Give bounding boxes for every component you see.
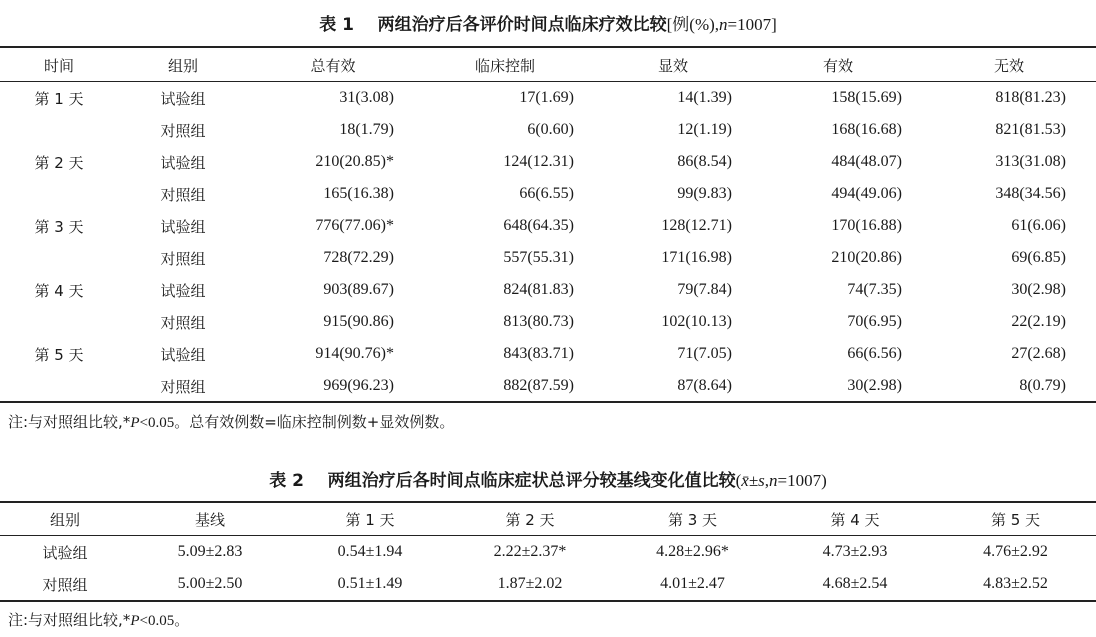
table1-cell-clinical-control: 17(1.69) <box>519 89 574 106</box>
table1-cell-ineffective: 22(2.19) <box>1011 313 1066 330</box>
table1-header-effective: 有效 <box>822 56 853 75</box>
table1-title-unit: [例(%), <box>666 15 720 34</box>
table1-cell-total-effective: 165(16.38) <box>323 185 394 202</box>
table1-label: 表 1 <box>319 15 354 35</box>
table2-header-group: 组别 <box>49 511 80 529</box>
table1-cell-group: 对照组 <box>160 121 206 140</box>
table1-row <box>0 146 1096 178</box>
table2-note-p: P <box>130 613 140 629</box>
table1-header-clinical-control: 临床控制 <box>474 56 535 75</box>
table1-cell-clinical-control: 557(55.31) <box>503 249 574 266</box>
table1-cell-effective: 74(7.35) <box>847 281 902 298</box>
table2-cell-day3: 4.28±2.96* <box>656 543 729 560</box>
table2-header-day5: 第 5 天 <box>990 511 1041 529</box>
table1-cell-group: 试验组 <box>160 153 206 172</box>
table1-cell-effective: 158(15.69) <box>831 89 902 106</box>
table1 <box>0 48 1096 402</box>
table2-header-baseline: 基线 <box>194 511 225 529</box>
table2-title-text: 两组治疗后各时间点临床症状总评分较基线变化值比较 <box>327 471 736 491</box>
table1-cell-ineffective: 30(2.98) <box>1011 281 1066 298</box>
table1-cell-total-effective: 728(72.29) <box>323 249 394 266</box>
table1-cell-marked-effective: 102(10.13) <box>661 313 732 330</box>
table1-cell-effective: 484(48.07) <box>831 153 902 170</box>
table1-cell-group: 试验组 <box>160 89 206 108</box>
table2-cell-day5: 4.76±2.92 <box>983 543 1048 560</box>
table1-cell-effective: 30(2.98) <box>847 377 902 394</box>
table1-header-time: 时间 <box>43 56 74 75</box>
table1-cell-group: 对照组 <box>160 185 206 204</box>
table1-cell-marked-effective: 71(7.05) <box>677 345 732 362</box>
table1-cell-marked-effective: 14(1.39) <box>677 89 732 106</box>
table1-row <box>0 82 1096 114</box>
table1-cell-ineffective: 821(81.53) <box>995 121 1066 138</box>
table1-header-ineffective: 无效 <box>993 56 1024 75</box>
table1-cell-time <box>0 242 118 274</box>
table1-cell-time: 第 3 天 <box>34 217 84 236</box>
table2-note-prefix: 注:与对照组比较,* <box>8 611 131 629</box>
table1-row <box>0 338 1096 370</box>
table2-title-n-var: n <box>769 471 778 490</box>
table1-title-n-var: n <box>719 15 728 34</box>
table1-cell-marked-effective: 79(7.84) <box>677 281 732 298</box>
table1-note-prefix: 注:与对照组比较,* <box>8 413 131 431</box>
table1-cell-marked-effective: 12(1.19) <box>677 121 732 138</box>
table2-footnote <box>8 609 189 630</box>
table1-cell-total-effective: 969(96.23) <box>323 377 394 394</box>
table1-row <box>0 178 1096 210</box>
table1-cell-effective: 210(20.86) <box>831 249 902 266</box>
table1-cell-ineffective: 818(81.23) <box>995 89 1066 106</box>
table1-cell-clinical-control: 843(83.71) <box>503 345 574 362</box>
table1-cell-clinical-control: 824(81.83) <box>503 281 574 298</box>
table1-note-threshold: <0.05 <box>139 415 175 431</box>
table1-cell-total-effective: 776(77.06)* <box>315 217 394 234</box>
table1-cell-group: 对照组 <box>160 377 206 396</box>
table2-cell-day4: 4.68±2.54 <box>822 575 888 592</box>
table1-cell-time: 第 5 天 <box>34 345 84 364</box>
table2-cell-day2: 1.87±2.02 <box>497 575 563 592</box>
table1-cell-time: 第 4 天 <box>34 281 84 300</box>
table1-cell-ineffective: 61(6.06) <box>1011 217 1066 234</box>
table1-row <box>0 306 1096 338</box>
table2-header-row <box>0 503 1096 536</box>
table1-cell-total-effective: 31(3.08) <box>339 89 394 106</box>
table1-cell-clinical-control: 66(6.55) <box>519 185 574 202</box>
table1-cell-group: 对照组 <box>160 313 206 332</box>
table2-header-day4: 第 4 天 <box>830 511 880 529</box>
table1-cell-effective: 494(49.06) <box>831 185 902 202</box>
table1-header-marked-effective: 显效 <box>657 56 688 75</box>
table1-cell-effective: 168(16.68) <box>831 121 902 138</box>
table1-cell-time <box>0 370 118 402</box>
table2-cell-group: 对照组 <box>42 575 88 594</box>
table1-cell-marked-effective: 171(16.98) <box>661 249 732 266</box>
table1-cell-total-effective: 915(90.86) <box>323 313 394 330</box>
table1-cell-effective: 170(16.88) <box>831 217 902 234</box>
table2-title <box>0 466 1096 491</box>
table1-cell-clinical-control: 648(64.35) <box>503 217 574 234</box>
table1-cell-clinical-control: 6(0.60) <box>527 121 574 138</box>
table1-cell-marked-effective: 87(8.64) <box>677 377 732 394</box>
table1-cell-total-effective: 903(89.67) <box>323 281 394 298</box>
table2-label: 表 2 <box>269 471 304 491</box>
table1-cell-clinical-control: 124(12.31) <box>503 153 574 170</box>
table1-cell-marked-effective: 128(12.71) <box>661 217 732 234</box>
table1-title <box>0 10 1096 35</box>
table1-cell-group: 对照组 <box>160 249 206 268</box>
table1-row <box>0 114 1096 146</box>
table1-cell-group: 试验组 <box>160 281 206 300</box>
table2-row <box>0 536 1096 568</box>
table1-cell-ineffective: 69(6.85) <box>1011 249 1066 266</box>
table2-cell-baseline: 5.09±2.83 <box>177 543 243 560</box>
table1-note-suffix: 。总有效例数=临床控制例数+显效例数。 <box>174 413 455 431</box>
table2-bottom-rule <box>0 600 1096 602</box>
table1-cell-effective: 70(6.95) <box>847 313 902 330</box>
table1-cell-ineffective: 348(34.56) <box>995 185 1066 202</box>
table1-cell-time: 第 1 天 <box>34 89 84 108</box>
table2-title-open: ( <box>735 471 742 490</box>
table2-cell-day1: 0.51±1.49 <box>337 575 403 592</box>
table1-cell-time <box>0 114 118 146</box>
table1-row <box>0 274 1096 306</box>
table1-row <box>0 370 1096 402</box>
table1-cell-marked-effective: 99(9.83) <box>677 185 732 202</box>
table1-header-group: 组别 <box>167 56 198 75</box>
table1-cell-effective: 66(6.56) <box>847 345 902 362</box>
table2-title-stat: x̄±s <box>741 471 765 490</box>
table1-cell-total-effective: 210(20.85)* <box>315 153 394 170</box>
table2-cell-day5: 4.83±2.52 <box>983 575 1048 592</box>
table1-row <box>0 210 1096 242</box>
table1-cell-time <box>0 178 118 210</box>
table2-cell-day3: 4.01±2.47 <box>660 575 725 592</box>
table1-cell-group: 试验组 <box>160 345 206 364</box>
table2-title-n-val: =1007) <box>777 471 827 490</box>
table1-cell-marked-effective: 86(8.54) <box>677 153 732 170</box>
table2-note-threshold: <0.05 <box>139 613 175 629</box>
table1-cell-group: 试验组 <box>160 217 206 236</box>
table1-cell-total-effective: 18(1.79) <box>339 121 394 138</box>
table1-title-n-val: =1007] <box>727 15 777 34</box>
table1-cell-ineffective: 313(31.08) <box>995 153 1066 170</box>
table1-header-total-effective: 总有效 <box>310 56 356 75</box>
table1-cell-clinical-control: 882(87.59) <box>503 377 574 394</box>
table1-title-text: 两组治疗后各评价时间点临床疗效比较 <box>377 15 667 35</box>
table2-header-day1: 第 1 天 <box>345 511 395 529</box>
table1-header-row <box>0 48 1096 82</box>
table2-row <box>0 568 1096 600</box>
table1-footnote <box>8 411 454 432</box>
table1-cell-total-effective: 914(90.76)* <box>315 345 394 362</box>
table2-cell-day4: 4.73±2.93 <box>822 543 888 560</box>
table2-cell-day1: 0.54±1.94 <box>337 543 403 560</box>
table2-cell-day2: 2.22±2.37* <box>493 543 567 560</box>
table1-cell-time <box>0 306 118 338</box>
table2-cell-baseline: 5.00±2.50 <box>177 575 243 592</box>
table1-cell-clinical-control: 813(80.73) <box>503 313 574 330</box>
table2-cell-group: 试验组 <box>42 543 88 562</box>
table2-note-suffix: 。 <box>174 611 190 629</box>
table1-note-p: P <box>130 415 140 431</box>
table2-header-day2: 第 2 天 <box>505 511 555 529</box>
table1-cell-ineffective: 8(0.79) <box>1019 377 1066 394</box>
table1-cell-ineffective: 27(2.68) <box>1011 345 1066 362</box>
table2-title-sep: , <box>764 471 770 490</box>
table2 <box>0 503 1096 600</box>
table1-cell-time: 第 2 天 <box>34 153 84 172</box>
table2-header-day3: 第 3 天 <box>667 511 718 529</box>
table1-row <box>0 242 1096 274</box>
